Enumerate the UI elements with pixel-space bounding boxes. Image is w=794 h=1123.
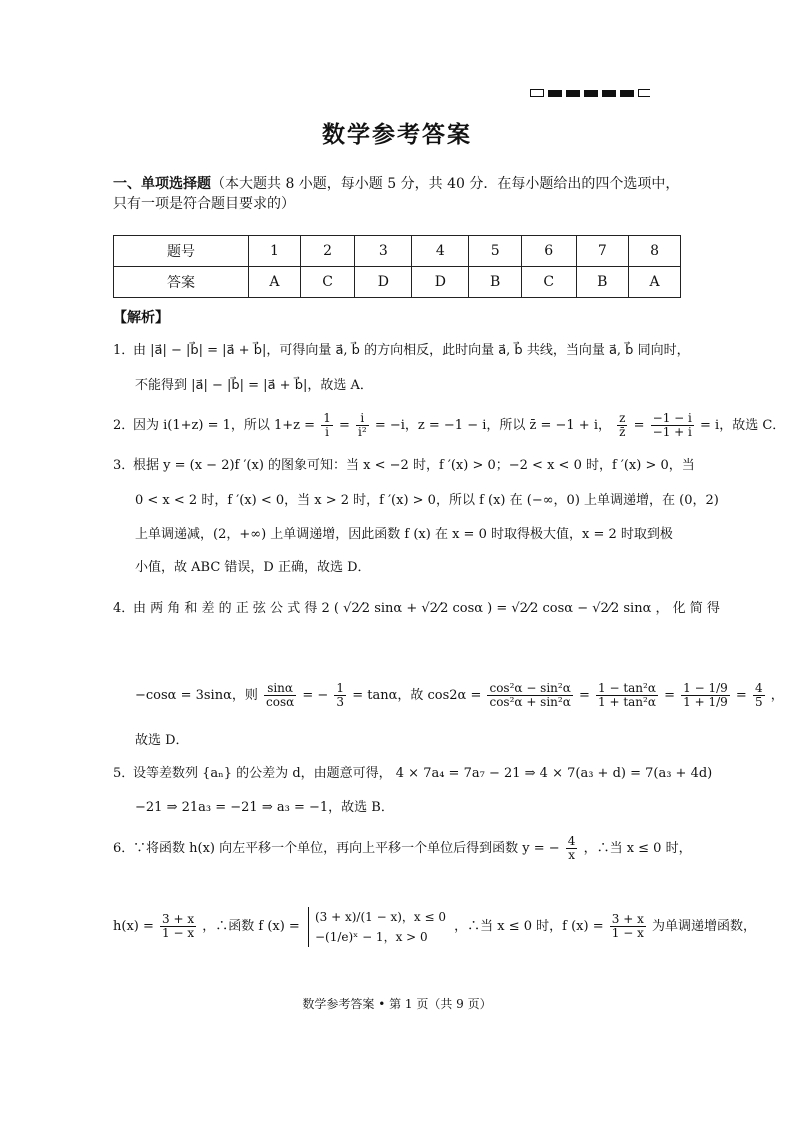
table-cell: 4 <box>412 236 469 267</box>
denominator: −1 + i <box>652 425 692 439</box>
q4-text-c: ， 化 简 得 <box>655 601 720 616</box>
q6-fraction-g <box>610 913 646 940</box>
q1-text-1: 由 |a⃗| − |b⃗| = |a⃗ + b⃗|，可得向量 a⃗, b⃗ 的方向相反，此时向量 a⃗, b⃗ 共线，当向量 a⃗, b⃗ 同向时， <box>133 343 690 358</box>
q5-text-1: 设等差数列 {aₙ} 的公差为 d，由题意可得， 4 × 7a₄ = 7a₇ − 21 ⇒ 4 × 7(a₃ + d) = 7(a₃ + 4d) <box>133 766 713 781</box>
numerator: 4 <box>567 834 576 848</box>
table-cell: 7 <box>576 236 629 267</box>
table-cell: A <box>629 267 681 298</box>
numerator: 3 + x <box>611 912 644 926</box>
section-intro-text: （本大题共 8 小题，每小题 5 分，共 40 分．在每小题给出的四个选项中，只有一项是符合题目要求的） <box>113 176 680 212</box>
numerator: cos²α − sin²α <box>489 681 571 695</box>
table-row <box>114 267 681 298</box>
denominator: i <box>325 425 329 439</box>
q4-l2-g: ， <box>770 688 784 703</box>
denominator: 3 <box>336 695 345 709</box>
q4-l2-b: = − <box>302 688 329 703</box>
q4-fraction-f <box>753 682 765 709</box>
table-cell: 5 <box>469 236 522 267</box>
q6-line-1 <box>113 834 692 862</box>
q4-line-3: 故选 D． <box>135 733 189 748</box>
mark-open <box>530 89 544 97</box>
denominator: 5 <box>754 695 763 709</box>
q6-l2-b: ，∴函数 f (x) = <box>202 919 300 934</box>
table-cell: 6 <box>521 236 576 267</box>
q2-text-a: 因为 i(1+z) = 1，所以 1+z = <box>133 418 316 433</box>
denominator: x <box>568 848 575 862</box>
q2-text-c: = i，故选 C． <box>700 418 786 433</box>
q3-line-3: 上单调递减，(2，+∞) 上单调递增，因此函数 f (x) 在 x = 0 时取得极大值，x = 2 时取到极 <box>135 527 673 542</box>
q3-text-1: 根据 y = (x − 2)f ′(x) 的图象可知：当 x < −2 时，f ′(x) > 0；−2 < x < 0 时，f ′(x) > 0，当 <box>133 458 695 473</box>
table-cell: D <box>355 267 412 298</box>
answer-table <box>113 235 681 298</box>
table-cell: 3 <box>355 236 412 267</box>
q3-number: 3． <box>113 458 135 473</box>
q4-line-2 <box>135 672 784 720</box>
table-cell: 2 <box>300 236 355 267</box>
mark <box>620 90 634 97</box>
q6-fraction-y <box>566 835 578 862</box>
q2-fraction-2 <box>356 412 369 439</box>
q4-formula: 2 ( √2⁄2 sinα + √2⁄2 cosα ) = √2⁄2 cosα − √2⁄2 sinα <box>321 601 652 616</box>
q3-line-2: 0 < x < 2 时，f ′(x) < 0，当 x > 2 时，f ′(x) > 0，所以 f (x) 在 (−∞，0) 上单调递增，在 (0，2) <box>135 493 719 508</box>
section-intro <box>113 174 683 214</box>
denominator: 1 − x <box>611 926 644 940</box>
table-header-cell: 题号 <box>114 236 249 267</box>
numerator: i <box>356 412 369 426</box>
numerator: 4 <box>754 681 763 695</box>
numerator: 1 − 1/9 <box>683 681 728 695</box>
q2-fraction-4 <box>651 412 694 439</box>
q6-line-2 <box>113 895 756 959</box>
q1-line-2: 不能得到 |a⃗| − |b⃗| = |a⃗ + b⃗|，故选 A． <box>135 378 373 393</box>
table-header-cell: 答案 <box>114 267 249 298</box>
q5-line-1 <box>113 763 713 785</box>
piecewise-case-1: (3 + x)/(1 − x)，x ≤ 0 <box>314 909 446 924</box>
denominator: cosα <box>266 695 295 709</box>
q2-number: 2． <box>113 418 135 433</box>
table-cell: 8 <box>629 236 681 267</box>
table-cell: B <box>576 267 629 298</box>
q6-l2-c: ，∴当 x ≤ 0 时，f (x) = <box>454 919 604 934</box>
q2-line: 2．因为 i(1+z) = 1，所以 1+z = $\frac{1}{i}$ = $\frac{i}{\text{i²}}$ = −i，z = −1 − i，所以 z̄ = −1 + i， $\frac{z}{z̄}$ = $\frac{-1 - i}{-1 + i}$ = i，故选 C． <box>113 411 786 439</box>
q6-fraction-h <box>160 913 196 940</box>
q6-text-b: ，∴当 x ≤ 0 时， <box>583 841 692 856</box>
table-row <box>114 236 681 267</box>
q6-text-a: ∵将函数 h(x) 向左平移一个单位，再向上平移一个单位后得到函数 y = − <box>133 841 560 856</box>
q2-fraction-1 <box>321 412 333 439</box>
piecewise-case-2: −(1/e)ˣ − 1，x > 0 <box>314 929 428 944</box>
table-cell: 1 <box>249 236 301 267</box>
analysis-label: 【解析】 <box>113 310 169 326</box>
numerator: sinα <box>264 682 296 696</box>
mark <box>602 90 616 97</box>
table-cell: C <box>521 267 576 298</box>
denominator: cos²α + sin²α <box>489 695 571 709</box>
denominator: 1 + tan²α <box>598 695 656 709</box>
q4-fraction-d <box>596 682 658 709</box>
q4-line-1 <box>113 598 720 620</box>
q4-l2-d: = <box>578 688 590 703</box>
mark <box>584 90 598 97</box>
page-title: 数学参考答案 <box>322 121 472 148</box>
numerator: 1 <box>336 681 345 695</box>
numerator: 1 <box>323 411 331 425</box>
numerator: 3 + x <box>162 912 195 926</box>
numerator: 1 − tan²α <box>598 681 656 695</box>
q1-line-1 <box>113 340 688 362</box>
denominator: z̄ <box>619 425 626 439</box>
header-marks <box>530 89 650 97</box>
section-heading: 一、单项选择题 <box>113 176 211 192</box>
denominator: 1 − x <box>162 926 195 940</box>
mark-end <box>638 89 650 97</box>
q3-line-4: 小值，故 ABC 错误，D 正确，故选 D． <box>135 560 371 575</box>
table-cell: D <box>412 267 469 298</box>
q4-number: 4． <box>113 601 135 616</box>
numerator: z <box>619 411 626 425</box>
table-cell: C <box>300 267 355 298</box>
denominator: 1 + 1/9 <box>683 695 728 709</box>
q4-fraction-b <box>334 682 346 709</box>
q4-fraction-c <box>487 682 572 709</box>
q3-line-1 <box>113 455 695 477</box>
q4-l2-f: = <box>735 688 747 703</box>
table-cell: A <box>249 267 301 298</box>
q2-fraction-3 <box>617 412 627 439</box>
q1-number: 1． <box>113 343 135 358</box>
q4-l2-a: −cosα = 3sinα，则 <box>135 688 258 703</box>
q6-l2-d: 为单调递增函数， <box>651 919 756 934</box>
q4-l2-e: = <box>664 688 675 703</box>
q4-text-a: 由 两 角 和 差 的 正 弦 公 式 得 <box>133 601 318 616</box>
page-footer: 数学参考答案 • 第 1 页（共 9 页） <box>302 997 492 1011</box>
mark <box>548 90 562 97</box>
q6-l2-a: h(x) = <box>113 919 154 934</box>
q5-line-2: −21 ⇒ 21a₃ = −21 ⇒ a₃ = −1，故选 B． <box>135 800 394 815</box>
q6-number: 6． <box>113 841 135 856</box>
piecewise-function <box>308 907 446 947</box>
q4-fraction-e <box>681 682 730 709</box>
q4-l2-c: = tanα，故 cos2α = <box>352 688 482 703</box>
q2-text-b: = −i，z = −1 − i，所以 z̄ = −1 + i， <box>374 418 611 433</box>
q5-number: 5． <box>113 766 135 781</box>
numerator: −1 − i <box>652 411 692 425</box>
table-cell: B <box>469 267 522 298</box>
q4-fraction-a <box>264 682 296 709</box>
denominator: i² <box>358 425 367 439</box>
q2-eq: = <box>338 418 350 433</box>
mark <box>566 90 580 97</box>
